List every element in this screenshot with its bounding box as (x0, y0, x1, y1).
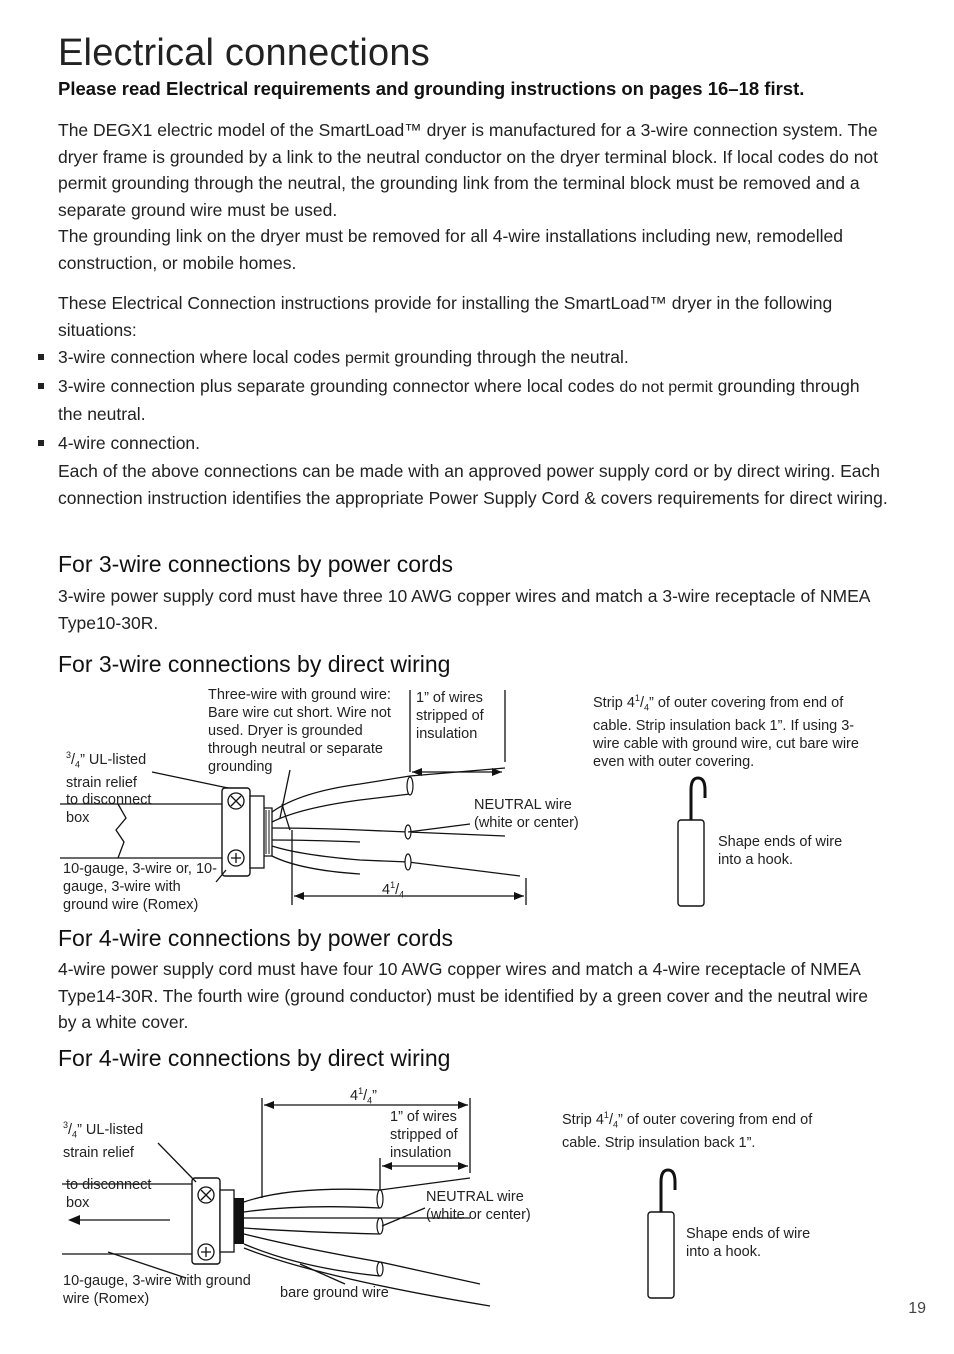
three-wire-note: Three-wire with ground wire: Bare wire cut short. Wire not used. Dryer is grounded through neutral or separate grounding (208, 687, 391, 775)
section-heading-3wire-cord: For 3-wire connections by power cords (58, 551, 453, 577)
section-heading-4wire-cord: For 4-wire connections by power cords (58, 925, 453, 951)
intro-text-2: The grounding link on the dryer must be removed for all 4-wire installations including new, remodelled construction, or mobile homes. (58, 226, 843, 273)
list-item: 3-wire connection plus separate grounding connector where local codes do not permit grounding through the neutral. (58, 373, 888, 428)
section-heading-3wire-direct: For 3-wire connections by direct wiring (58, 651, 451, 677)
hook-label: Shape ends of wire into a hook. (686, 1226, 811, 1260)
strip-instruction: Strip $4^1/_4$” of outer covering from end of cable. Strip insulation back 1”. If using 3-wire cable with ground wire, cut bare wire even with outer covering. (593, 693, 859, 770)
bullet-icon (38, 383, 44, 389)
stripped-label: 1” of wires stripped of insulation (390, 1109, 458, 1161)
strain-relief-label: $^3/_4$” UL-listed strain relief (66, 750, 147, 791)
neutral-label: NEUTRAL wire (white or center) (426, 1189, 531, 1223)
strain-relief-label: $^3/_4$” UL-listed strain relief (63, 1120, 144, 1161)
intro-text-1: The DEGX1 electric model of the SmartLoad™ dryer is manufactured for a 3-wire connection system. The dryer frame is grounded by a link to the neutral conductor on the dryer terminal block. If local codes do not permit grounding through the neutral, the grounding link from the terminal block must be removed and a separate ground wire must be used. (58, 120, 879, 220)
page-subtitle: Please read Electrical requirements and grounding instructions on pages 16–18 first. (58, 78, 805, 99)
list-item: 3-wire connection where local codes permit grounding through the neutral. (58, 344, 888, 373)
stripped-label: 1” of wires stripped of insulation (416, 690, 484, 742)
diagram-3wire-direct (0, 680, 954, 915)
dimension-label: $4^1/_4$” (350, 1086, 377, 1106)
bullet-icon (38, 354, 44, 360)
situation-list (58, 344, 888, 456)
intro-paragraph-3: These Electrical Connection instructions provide for installing the SmartLoad™ dryer in the following situations: (58, 293, 833, 340)
hook-label: Shape ends of wire into a hook. (718, 834, 843, 868)
neutral-label: NEUTRAL wire (white or center) (474, 797, 579, 831)
disconnect-label: to disconnect box (66, 1177, 152, 1211)
list-item: 4-wire connection. (58, 430, 888, 457)
disconnect-label: to disconnect box (66, 792, 152, 826)
intro-paragraph-4: Each of the above connections can be made with an approved power supply cord or by direct wiring. Each connection instruction identifies the appropriate Power Supply Cord & covers requirements for direct wiring. (58, 461, 888, 508)
dimension-label: $4^1/_4$ (382, 880, 405, 900)
section-text-3wire-cord: 3-wire power supply cord must have three 10 AWG copper wires and match a 3-wire receptacle of NMEA Type10-30R. (58, 586, 870, 633)
bare-ground-label: bare ground wire (280, 1285, 389, 1301)
page-title: Electrical connections (58, 32, 430, 74)
strip-instruction: Strip $4^1/_4$” of outer covering from end of cable. Strip insulation back 1”. (562, 1110, 813, 1151)
intro-paragraph-1 (58, 117, 888, 276)
gauge-label: 10-gauge, 3-wire with ground wire (Romex) (63, 1273, 251, 1307)
section-heading-4wire-direct: For 4-wire connections by direct wiring (58, 1045, 451, 1071)
page-number: 19 (908, 1300, 926, 1317)
section-text-4wire-cord: 4-wire power supply cord must have four 10 AWG copper wires and match a 4-wire receptacle of NMEA Type14-30R. The fourth wire (ground conductor) must be identified by a green cover and the neutral wire by a white cover. (58, 959, 868, 1032)
bullet-icon (38, 440, 44, 446)
gauge-label: 10-gauge, 3-wire or, 10-gauge, 3-wire with ground wire (Romex) (63, 861, 217, 913)
diagram-4wire-direct (0, 1078, 954, 1313)
